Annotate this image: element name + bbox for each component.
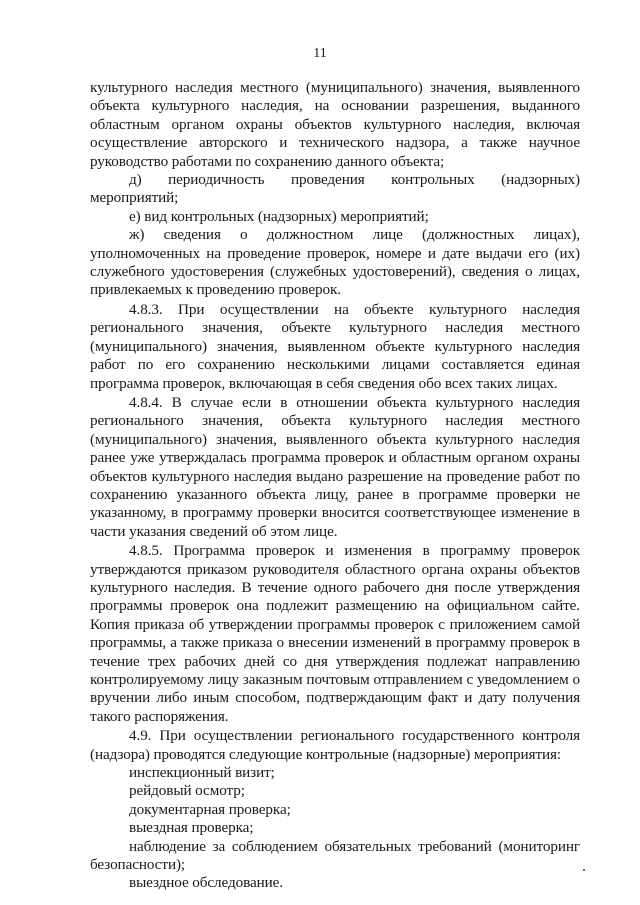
paragraph-4-8-3: 4.8.3. При осуществлении на объекте культурного наследия регионального значения, объекте культурного наследия местного (муниципального) значения, выявленном объекте культурного наследия работ по его сохранению несколькими лицами составляется единая программа проверок, включающая в себя сведения обо всех таких лицах.	[90, 300, 580, 392]
paragraph-item-d: д) периодичность проведения контрольных (надзорных) мероприятий;	[90, 171, 580, 207]
scan-speck	[583, 869, 585, 871]
paragraph-4-8-5: 4.8.5. Программа проверок и изменения в программу проверок утверждаются приказом руководителя областного органа охраны объектов культурного наследия. В течение одного рабочего дня после утверждения программы проверок она подлежит размещению на официальном сайте. Копия приказа об утверждении программы проверок с приложением самой программы, а также приказа о внесении изменений в программу проверок в течение трех рабочих дней со дня утверждения подлежат направлению контролируемому лицу заказным почтовым отправлением с уведомлением о вручении либо иным способом, подтверждающим факт и дату получения такого распоряжения.	[90, 542, 580, 725]
list-item: выездная проверка;	[129, 819, 254, 837]
document-body	[90, 79, 580, 893]
paragraph-4-9: 4.9. При осуществлении регионального государственного контроля (надзора) проводятся следующие контрольные (надзорные) мероприятия:	[90, 727, 580, 763]
paragraph-continuation: культурного наследия местного (муниципального) значения, выявленного объекта культурного наследия, на основании разрешения, выданного областным органом охраны объектов культурного наследия, включая осуществление авторского и технического надзора, а также научное руководство работами по сохранению данного объекта;	[90, 79, 580, 170]
list-item: документарная проверка;	[129, 800, 291, 818]
list-item: рейдовый осмотр;	[129, 782, 245, 800]
list-item: инспекционный визит;	[129, 764, 275, 782]
paragraph-item-zh: ж) сведения о должностном лице (должностных лицах), уполномоченных на проведение проверок, номере и дате выдачи его (их) служебного удостоверения (служебных удостоверений), сведения о лицах, привлекаемых к проведению проверок.	[90, 226, 580, 299]
list-item: выездное обследование.	[129, 874, 284, 892]
page-number: 11	[313, 46, 327, 61]
list-item: наблюдение за соблюдением обязательных требований (мониторинг безопасности);	[90, 837, 580, 874]
paragraph-item-e: е) вид контрольных (надзорных) мероприятий;	[129, 207, 429, 225]
paragraph-4-8-4: 4.8.4. В случае если в отношении объекта культурного наследия регионального значения, объекта культурного наследия местного (муниципального) значения, выявленного объекта культурного наследия ранее уже утверждалась программа проверок и областным органом охраны объектов культурного наследия выдано разрешение на проведение работ по сохранению указанного объекта лицу, ранее в программе проверки не указанному, в программу проверки вносится соответствующее изменение в части указания сведений об этом лице.	[90, 393, 580, 540]
